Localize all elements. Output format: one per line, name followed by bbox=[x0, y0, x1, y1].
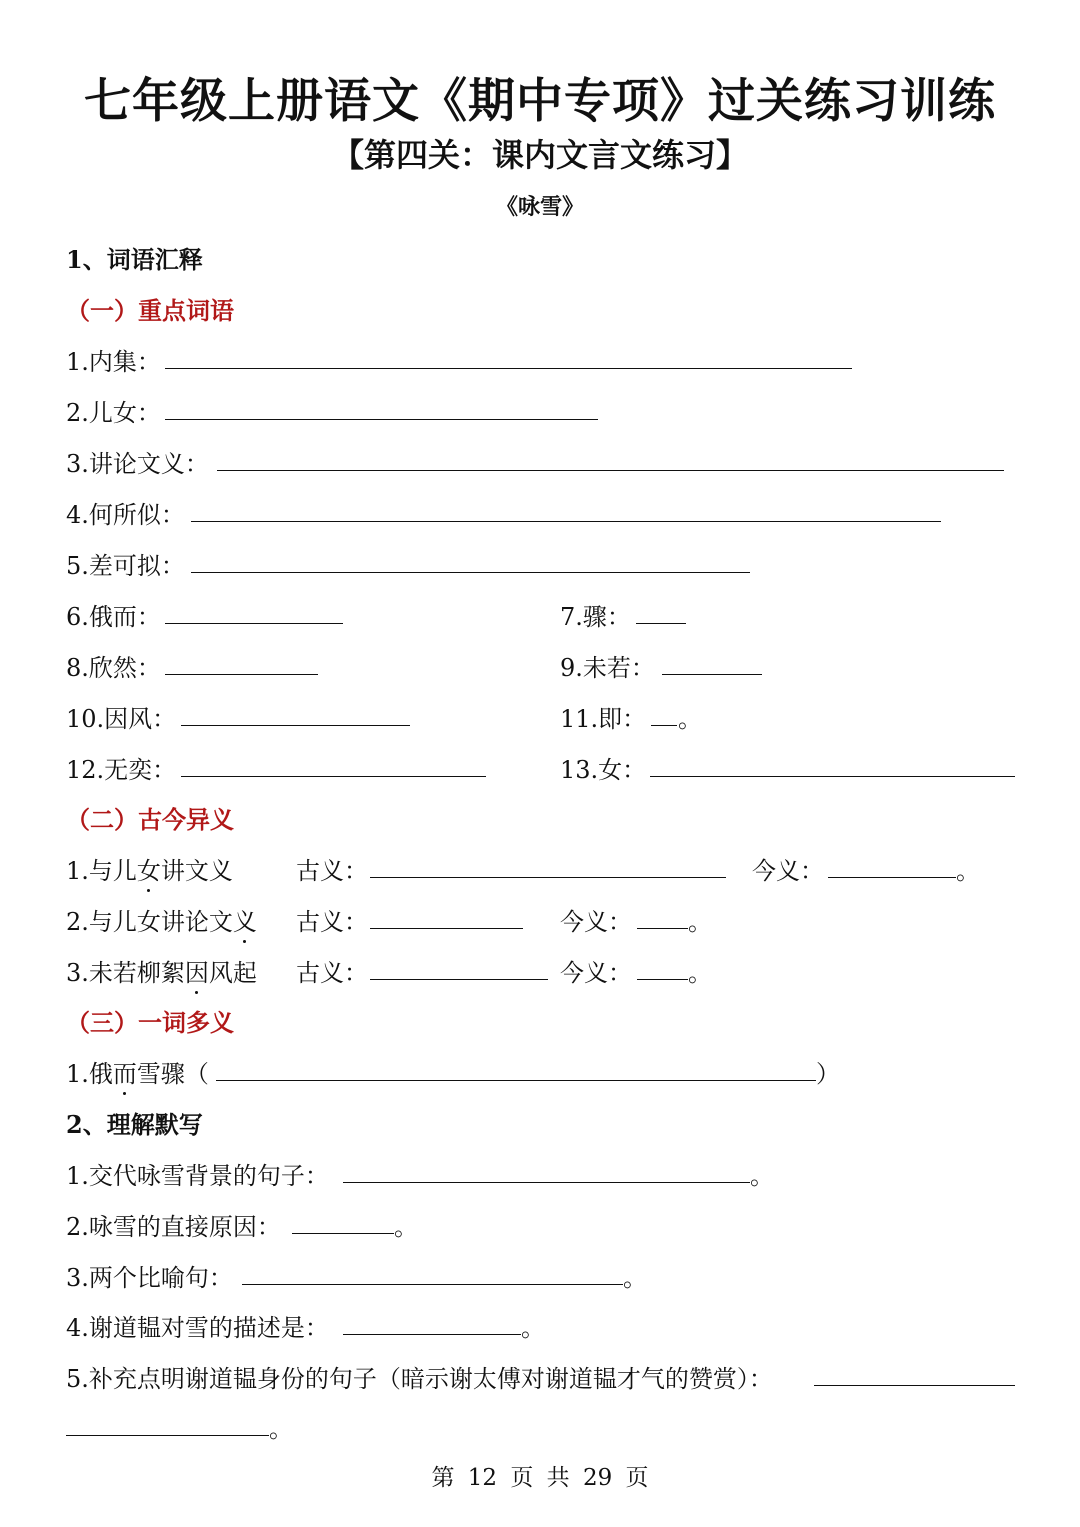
emphasis-dot-char: 女 bbox=[136, 857, 161, 885]
question-label: 7.骤： bbox=[560, 603, 631, 631]
answer-blank[interactable] bbox=[650, 776, 1015, 777]
lesson-title: 《咏雪》 bbox=[495, 194, 584, 220]
question-label: 2.咏雪的直接原因： bbox=[66, 1213, 281, 1241]
question-label: 4.何所似： bbox=[66, 501, 185, 529]
answer-blank[interactable] bbox=[191, 521, 941, 522]
question-label: 5.差可拟： bbox=[66, 552, 185, 580]
emphasis-dot-char: 而 bbox=[112, 1060, 137, 1088]
question-label: 5.补充点明谢道韫身份的句子（暗示谢太傅对谢道韫才气的赞赏）： bbox=[66, 1365, 773, 1393]
answer-blank[interactable] bbox=[370, 928, 523, 929]
section-heading-dictation: 2、理解默写 bbox=[66, 1110, 203, 1139]
subsection-key-words: （一）重点词语 bbox=[66, 296, 234, 325]
answer-blank[interactable] bbox=[165, 623, 343, 624]
modern-meaning-label: 今义： bbox=[560, 908, 632, 936]
question-label: 9.未若： bbox=[560, 654, 655, 682]
answer-blank[interactable] bbox=[636, 623, 686, 624]
question-label: 1.内集： bbox=[66, 348, 161, 376]
page-title: 七年级上册语文《期中专项》过关练习训练 bbox=[84, 74, 996, 129]
answer-blank[interactable] bbox=[651, 725, 677, 726]
answer-blank[interactable] bbox=[181, 776, 486, 777]
answer-blank[interactable] bbox=[343, 1182, 750, 1183]
period-mark: 。 bbox=[688, 959, 712, 987]
page-subtitle: 【第四关：课内文言文练习】 bbox=[331, 136, 748, 174]
modern-meaning-label: 今义： bbox=[752, 857, 824, 885]
answer-blank[interactable] bbox=[292, 1233, 394, 1234]
ancient-meaning-label: 古义： bbox=[296, 908, 368, 936]
question-label: 3.讲论文义： bbox=[66, 450, 209, 478]
question-sentence: 1.与儿女讲文义 bbox=[66, 857, 233, 885]
question-label: 3.两个比喻句： bbox=[66, 1264, 233, 1292]
modern-meaning-label: 今义： bbox=[560, 959, 632, 987]
answer-blank[interactable] bbox=[181, 725, 410, 726]
page-number-footer: 第 12 页 共 29 页 bbox=[431, 1465, 649, 1491]
close-paren: ） bbox=[816, 1060, 840, 1088]
question-label: 2.儿女： bbox=[66, 399, 161, 427]
question-label: 1.交代咏雪背景的句子： bbox=[66, 1162, 329, 1190]
period-mark: 。 bbox=[623, 1264, 647, 1292]
question-label: 13.女： bbox=[560, 756, 647, 784]
subsection-polysemy: （三）一词多义 bbox=[66, 1008, 234, 1037]
question-label: 12.无奕： bbox=[66, 756, 177, 784]
answer-blank[interactable] bbox=[637, 979, 688, 980]
answer-blank[interactable] bbox=[217, 470, 1004, 471]
ancient-meaning-label: 古义： bbox=[296, 857, 368, 885]
section-heading-vocab: 1、词语汇释 bbox=[66, 245, 203, 274]
answer-blank[interactable] bbox=[165, 419, 598, 420]
question-label: 6.俄而： bbox=[66, 603, 161, 631]
answer-blank[interactable] bbox=[814, 1385, 1015, 1386]
period-mark: 。 bbox=[750, 1162, 774, 1190]
period-mark: 。 bbox=[394, 1213, 418, 1241]
question-sentence: 1.俄而雪骤（ bbox=[66, 1060, 209, 1088]
answer-blank[interactable] bbox=[191, 572, 750, 573]
answer-blank[interactable] bbox=[165, 368, 852, 369]
question-sentence: 3.未若柳絮因风起 bbox=[66, 959, 257, 987]
answer-blank[interactable] bbox=[216, 1080, 816, 1081]
question-label: 11.即： bbox=[560, 705, 647, 733]
question-label: 8.欣然： bbox=[66, 654, 161, 682]
emphasis-dot-char: 因 bbox=[184, 959, 209, 987]
answer-blank[interactable] bbox=[165, 674, 318, 675]
subsection-ancient-modern: （二）古今异义 bbox=[66, 805, 234, 834]
period-mark: 。 bbox=[269, 1415, 293, 1443]
question-sentence: 2.与儿女讲论文义 bbox=[66, 908, 257, 936]
answer-blank-continued[interactable] bbox=[66, 1435, 269, 1436]
emphasis-dot-char: 义 bbox=[232, 908, 257, 936]
period-mark: 。 bbox=[688, 908, 712, 936]
answer-blank[interactable] bbox=[637, 928, 688, 929]
answer-blank[interactable] bbox=[370, 877, 726, 878]
question-label: 4.谢道韫对雪的描述是： bbox=[66, 1314, 329, 1342]
answer-blank[interactable] bbox=[828, 877, 956, 878]
period-mark: 。 bbox=[956, 857, 980, 885]
period-mark: 。 bbox=[521, 1314, 545, 1342]
question-label: 10.因风： bbox=[66, 705, 177, 733]
ancient-meaning-label: 古义： bbox=[296, 959, 368, 987]
period-mark: 。 bbox=[678, 705, 702, 733]
answer-blank[interactable] bbox=[662, 674, 762, 675]
answer-blank[interactable] bbox=[242, 1284, 623, 1285]
answer-blank[interactable] bbox=[343, 1334, 521, 1335]
answer-blank[interactable] bbox=[370, 979, 548, 980]
